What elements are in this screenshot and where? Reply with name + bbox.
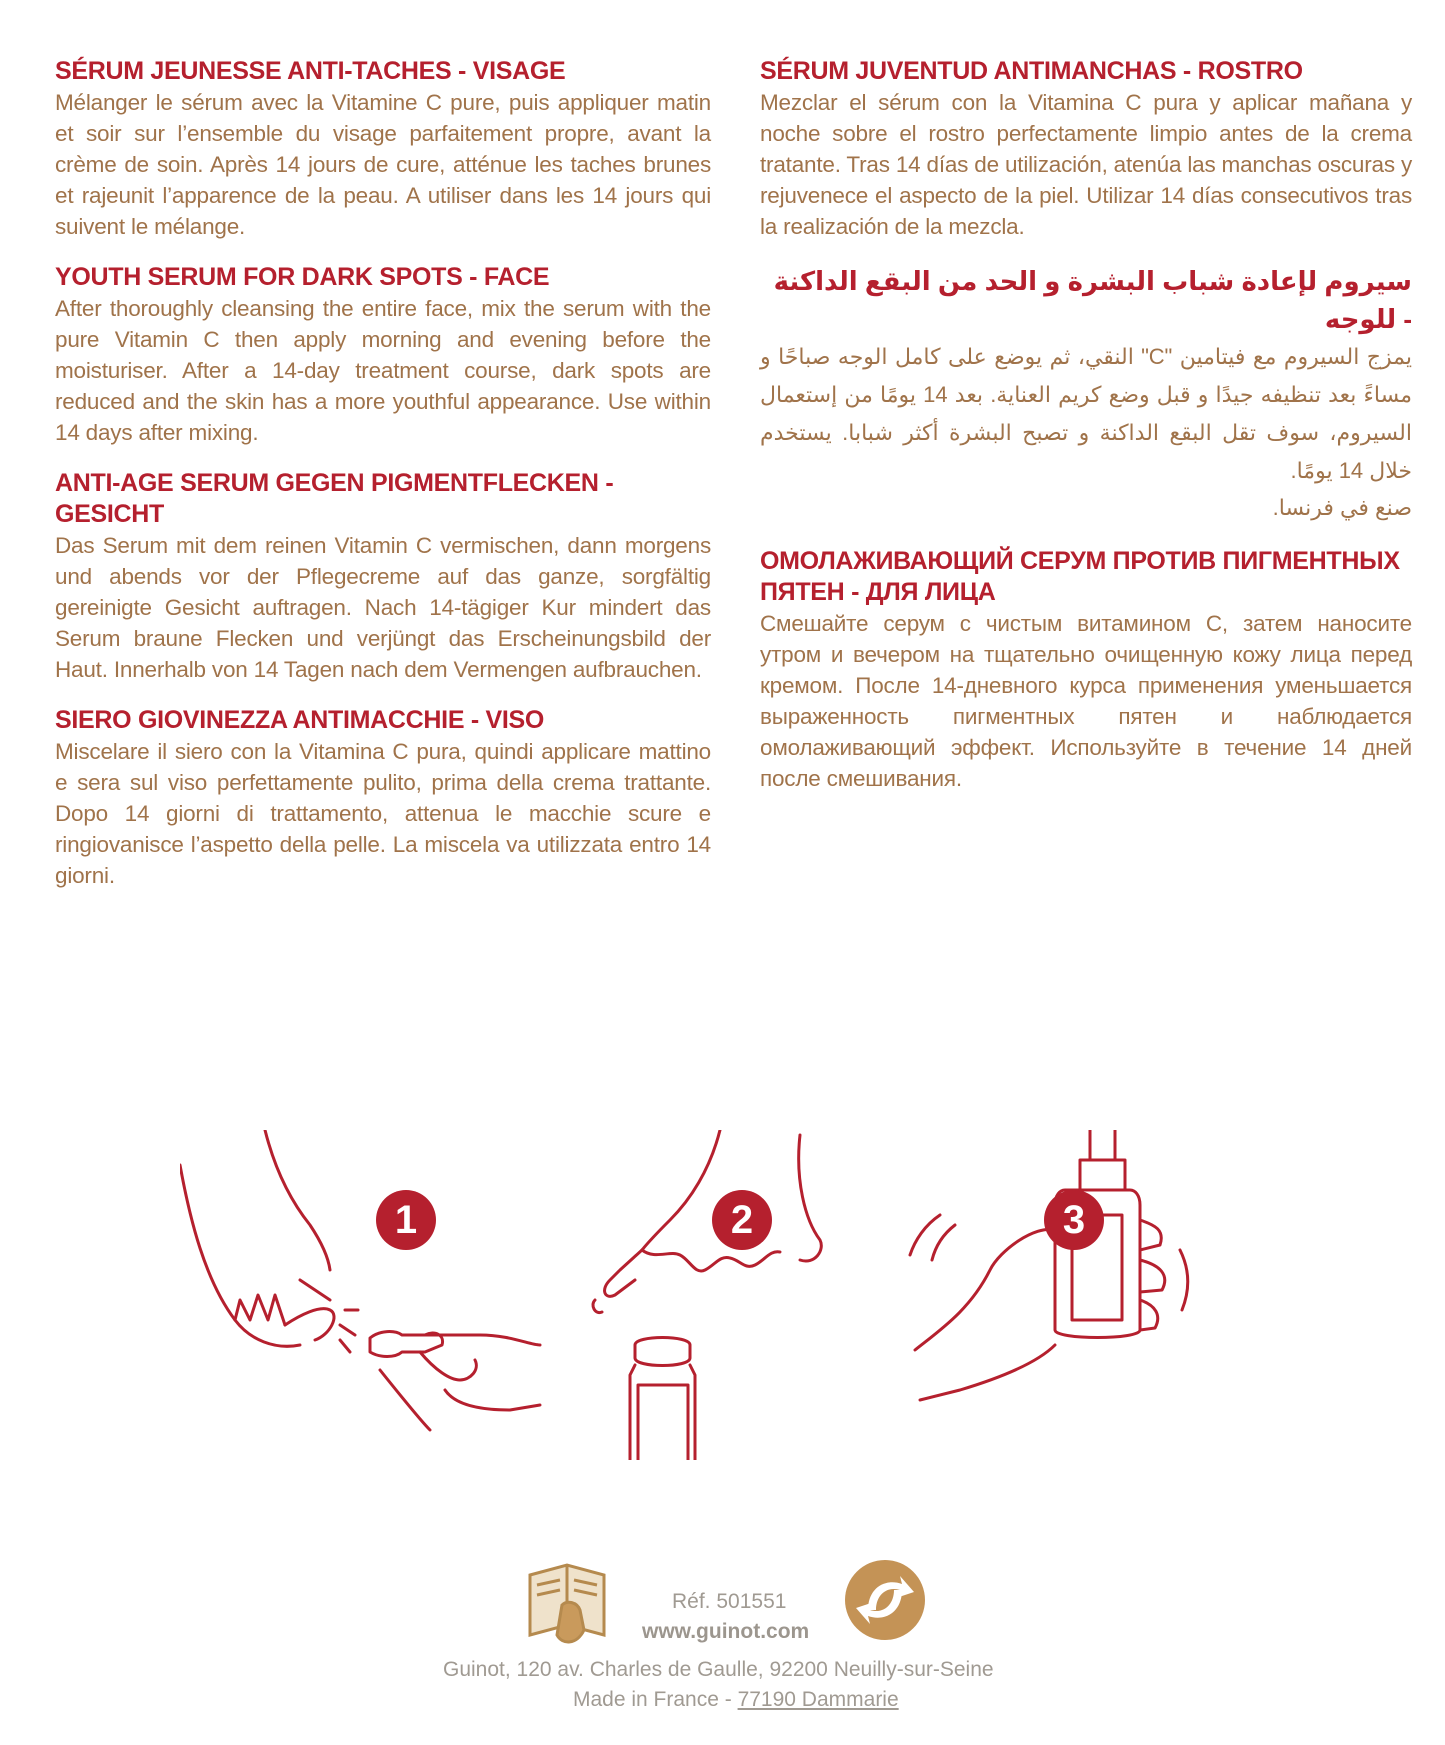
- section-text-ru: Смешайте серум с чистым витамином С, затем наносите утром и вечером на тщательно очищенную кожу лица перед кремом. После 14-дневного курса применения уменьшается выраженность пигментных пятен и наблюдается омолаживающий эффект. Используйте в течение 14 дней после смешивания.: [760, 611, 1412, 791]
- made-in-prefix: Made in France -: [573, 1688, 738, 1711]
- section-it: [55, 705, 711, 891]
- footer: [0, 1550, 1445, 1730]
- section-title-fr: SÉRUM JEUNESSE ANTI-TACHES - VISAGE: [55, 57, 566, 85]
- section-text-fr: Mélanger le sérum avec la Vitamine C pure, puis appliquer matin et soir sur l’ensemble du visage parfaitement propre, avant la crème de soin. Après 14 jours de cure, atténue les taches brunes et rajeunit l’apparence de la peau. A utiliser dans les 14 jours qui suivent le mélange.: [55, 90, 711, 239]
- instruction-drawings: [180, 1130, 1260, 1460]
- hand-break-ampoule-illustration: [180, 1130, 540, 1430]
- section-title-it: SIERO GIOVINEZZA ANTIMACCHIE - VISO: [55, 706, 545, 734]
- read-leaflet-icon: [522, 1550, 612, 1650]
- shaking-bottle-illustration: [910, 1130, 1188, 1400]
- section-de: [55, 468, 711, 685]
- made-in-line: [573, 1688, 899, 1712]
- manufacturer-location: 77190 Dammarie: [737, 1688, 899, 1711]
- section-title-ru: ОМОЛАЖИВАЮЩИЙ СЕРУМ ПРОТИВ ПИГМЕНТНЫХ ПЯТЕН - ДЛЯ ЛИЦА: [760, 547, 1400, 606]
- section-text-en: After thoroughly cleansing the entire face, mix the serum with the pure Vitamin C then apply morning and evening before the moisturiser. After a 14-day treatment course, dark spots are reduced and the skin has a more youthful appearance. Use within 14 days after mixing.: [55, 296, 711, 445]
- reference-number: Réf. 501551: [672, 1590, 787, 1613]
- section-en: [55, 262, 711, 448]
- recycle-icon: [840, 1550, 930, 1650]
- website-link[interactable]: www.guinot.com: [642, 1620, 810, 1643]
- step-3-badge: 3: [1044, 1190, 1104, 1250]
- section-text-ar: يمزج السيروم مع فيتامين "C" النقي، ثم يوضع على كامل الوجه صباحًا و مساءً بعد تنظيفه جيدًا و قبل وضع كريم العناية. بعد 14 يومًا من إستعمال السيروم، سوف تقل البقع الداكنة و تصبح البشرة أكثر شبابا. يستخدم خلال 14 يومًا.: [760, 344, 1412, 483]
- section-ru: [760, 546, 1412, 794]
- instructions-illustration: [180, 1130, 1260, 1460]
- section-text-it: Miscelare il siero con la Vitamina C pura, quindi applicare mattino e sera sul viso perfettamente pulito, prima della crema trattante. Dopo 14 giorni di trattamento, attenua le macchie scure e ringiovanisce l’aspetto della pelle. La miscela va utilizzata entro 14 giorni.: [55, 739, 711, 888]
- section-title-de: ANTI-AGE SERUM GEGEN PIGMENTFLECKEN - GESICHT: [55, 469, 614, 528]
- section-fr: [55, 56, 711, 242]
- section-title-en: YOUTH SERUM FOR DARK SPOTS - FACE: [55, 263, 550, 291]
- section-text-de: Das Serum mit dem reinen Vitamin C vermischen, dann morgens und abends vor der Pflegecreme auf das ganze, sorgfältig gereinigte Gesicht auftragen. Nach 14-tägiger Kur mindert das Serum braune Flecken und verjüngt das Erscheinungsbild der Haut. Innerhalb von 14 Tagen nach dem Vermengen aufbrauchen.: [55, 533, 711, 682]
- section-ar: [760, 262, 1412, 526]
- company-address: Guinot, 120 av. Charles de Gaulle, 92200 Neuilly-sur-Seine: [443, 1658, 994, 1681]
- section-title-es: SÉRUM JUVENTUD ANTIMANCHAS - ROSTRO: [760, 57, 1303, 85]
- step-1-badge: 1: [376, 1190, 436, 1250]
- section-es: [760, 56, 1412, 242]
- made-in-france-ar: صنع في فرنسا.: [1272, 495, 1412, 520]
- step-2-badge: 2: [712, 1190, 772, 1250]
- left-column: [55, 56, 711, 911]
- dropper-into-bottle-illustration: [593, 1130, 821, 1460]
- right-column: [760, 56, 1412, 814]
- section-title-ar: سيروم لإعادة شباب البشرة و الحد من البقع الداكنة - للوجه: [773, 266, 1412, 334]
- section-text-es: Mezclar el sérum con la Vitamina C pura y aplicar mañana y noche sobre el rostro perfectamente limpio antes de la crema tratante. Tras 14 días de utilización, atenúa las manchas oscuras y rejuvenece el aspecto de la piel. Utilizar 14 días consecutivos tras la realización de la mezcla.: [760, 90, 1412, 239]
